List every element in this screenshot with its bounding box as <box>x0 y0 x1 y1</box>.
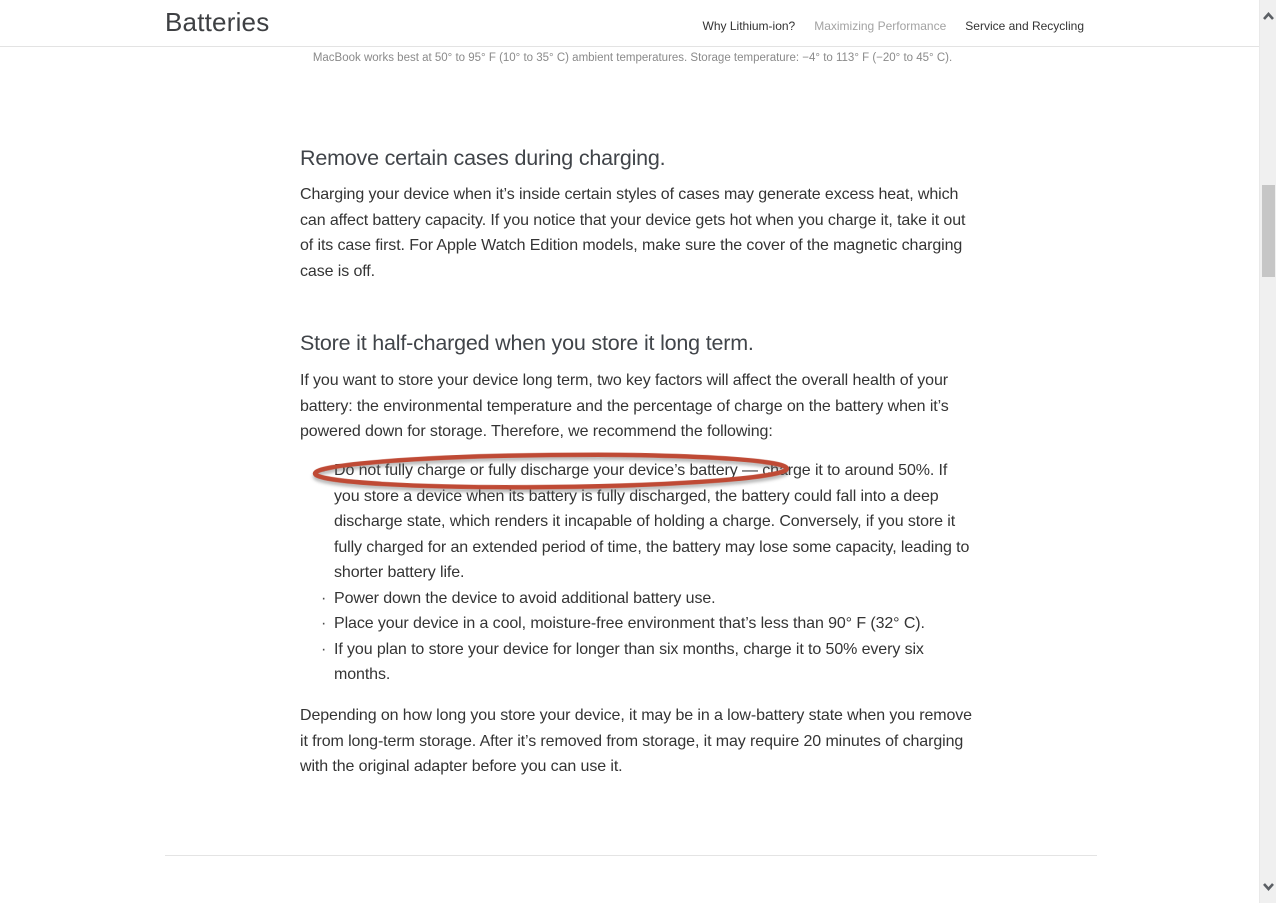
paragraph-remove-cases: Charging your device when it’s inside certain styles of cases may generate excess heat, which can affect battery capacity. If you notice that your device gets hot when you charge it, take it out of its case first. For Apple Watch Edition models, make sure the cover of the magnetic charging case is off. <box>300 186 966 280</box>
temperature-caption: MacBook works best at 50° to 95° F (10° to 35° C) ambient temperatures. Storage temperature: −4° to 113° F (−20° to 45° C). <box>312 52 953 64</box>
list-item <box>300 637 972 688</box>
paragraph-storage-outro: Depending on how long you store your device, it may be in a low-battery state when you remove it from long-term storage. After it’s removed from storage, it may require 20 minutes of charging with the original adapter before you can use it. <box>300 707 972 775</box>
section-heading-store-half-charged: Store it half-charged when you store it long term. <box>300 331 754 355</box>
scroll-down-arrow-icon[interactable] <box>1260 878 1276 895</box>
nav-link-service-and-recycling[interactable]: Service and Recycling <box>965 19 1084 33</box>
page-title: Batteries <box>165 7 270 37</box>
nav-link-why-lithium-ion[interactable]: Why Lithium-ion? <box>702 19 796 33</box>
list-item <box>300 586 972 612</box>
scroll-up-arrow-icon[interactable] <box>1260 8 1276 25</box>
bullet-glyph: · <box>321 615 327 632</box>
bullet-glyph: · <box>321 589 327 607</box>
list-item-text: Place your device in a cool, moisture-free environment that’s less than 90° F (32° C). <box>334 615 925 632</box>
page-header <box>0 0 1259 47</box>
section-heading-remove-cases: Remove certain cases during charging. <box>300 146 666 170</box>
list-item <box>300 458 972 586</box>
bullet-glyph: · <box>321 462 327 479</box>
list-item-text: Do not fully charge or fully discharge your device’s battery — charge it to around 50%. If you store a device when its battery is fully discharged, the battery could fall into a deep discharge state, which renders it incapable of holding a charge. Conversely, if you store it fully charged for an extended period of time, the battery may lose some capacity, leading to shorter battery life. <box>334 462 970 581</box>
list-item-text: If you plan to store your device for longer than six months, charge it to 50% every six months. <box>334 640 924 683</box>
nav-link-maximizing-performance[interactable]: Maximizing Performance <box>814 19 947 33</box>
paragraph-storage-intro: If you want to store your device long term, two key factors will affect the overall health of your battery: the environmental temperature and the percentage of charge on the battery when it’s powered down for storage. Therefore, we recommend the following: <box>300 372 949 440</box>
section-divider <box>165 855 1097 856</box>
section-nav <box>703 19 1084 33</box>
bullet-glyph: · <box>321 640 327 658</box>
list-item <box>300 611 972 637</box>
list-item-text: Power down the device to avoid additional battery use. <box>334 589 716 607</box>
vertical-scrollbar[interactable] <box>1259 0 1276 903</box>
storage-recommendations-list <box>300 458 972 688</box>
scrollbar-thumb[interactable] <box>1262 185 1275 277</box>
